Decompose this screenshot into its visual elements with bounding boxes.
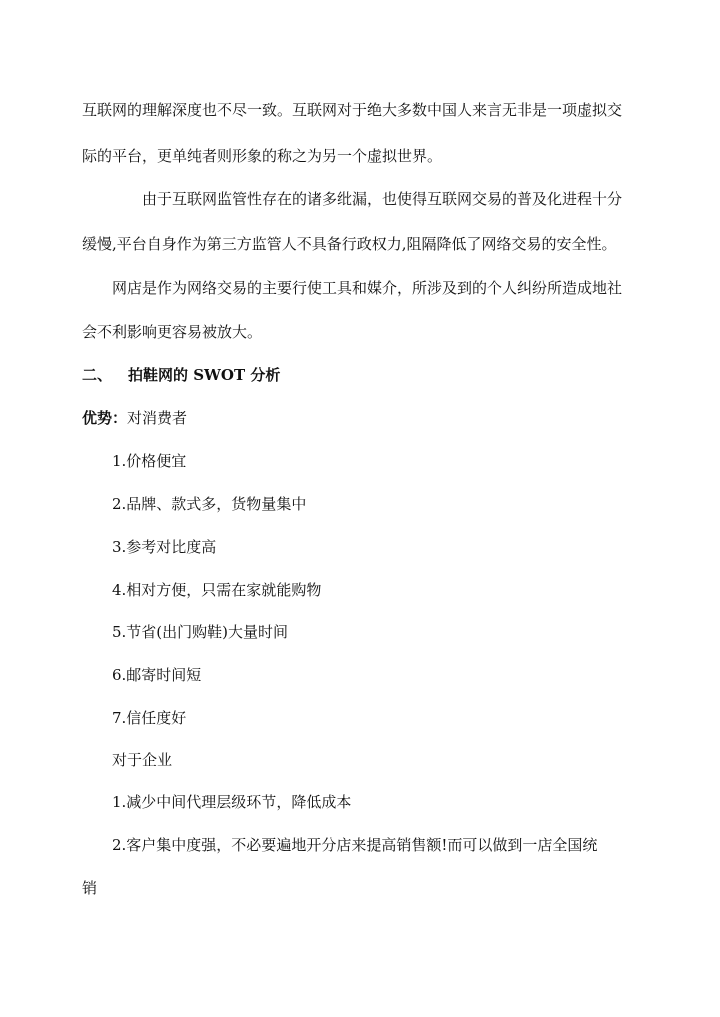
section-heading <box>82 365 280 385</box>
section-heading-title: 拍鞋网的 SWOT 分析 <box>128 366 281 384</box>
paragraph-1-line-2: 际的平台，更单纯者则形象的称之为另一个虚拟世界。 <box>82 147 443 165</box>
advantages-row <box>82 408 187 428</box>
section-heading-number: 二、 <box>82 366 113 384</box>
paragraph-2-line-2: 缓慢,平台自身作为第三方监管人不具备行政权力,阻隔降低了网络交易的安全性。 <box>82 235 617 253</box>
consumer-item: 6.邮寄时间短 <box>112 666 202 684</box>
consumer-item: 4.相对方便，只需在家就能购物 <box>112 581 322 599</box>
enterprise-label: 对于企业 <box>112 751 173 769</box>
consumer-label: 对消费者 <box>127 409 188 427</box>
consumer-item: 1.价格便宜 <box>112 452 187 470</box>
paragraph-1-line-1: 互联网的理解深度也不尽一致。互联网对于绝大多数中国人来言无非是一项虚拟交 <box>82 101 623 119</box>
consumer-item: 7.信任度好 <box>112 709 187 727</box>
consumer-item: 3.参考对比度高 <box>112 538 217 556</box>
paragraph-3-line-2: 会不利影响更容易被放大。 <box>82 323 263 341</box>
paragraph-3-line-1: 网店是作为网络交易的主要行使工具和媒介，所涉及到的个人纠纷所造成地社 <box>112 279 623 297</box>
enterprise-item-continuation: 销 <box>82 879 98 897</box>
enterprise-item: 1.减少中间代理层级环节，降低成本 <box>112 793 352 811</box>
advantages-label: 优势： <box>82 409 128 427</box>
enterprise-item: 2.客户集中度强，不必要遍地开分店来提高销售额!而可以做到一店全国统 <box>112 836 598 854</box>
consumer-item: 5.节省(出门购鞋)大量时间 <box>112 623 289 641</box>
paragraph-2-line-1: 由于互联网监管性存在的诸多纰漏，也使得互联网交易的普及化进程十分 <box>142 190 623 208</box>
consumer-item: 2.品牌、款式多，货物量集中 <box>112 495 307 513</box>
